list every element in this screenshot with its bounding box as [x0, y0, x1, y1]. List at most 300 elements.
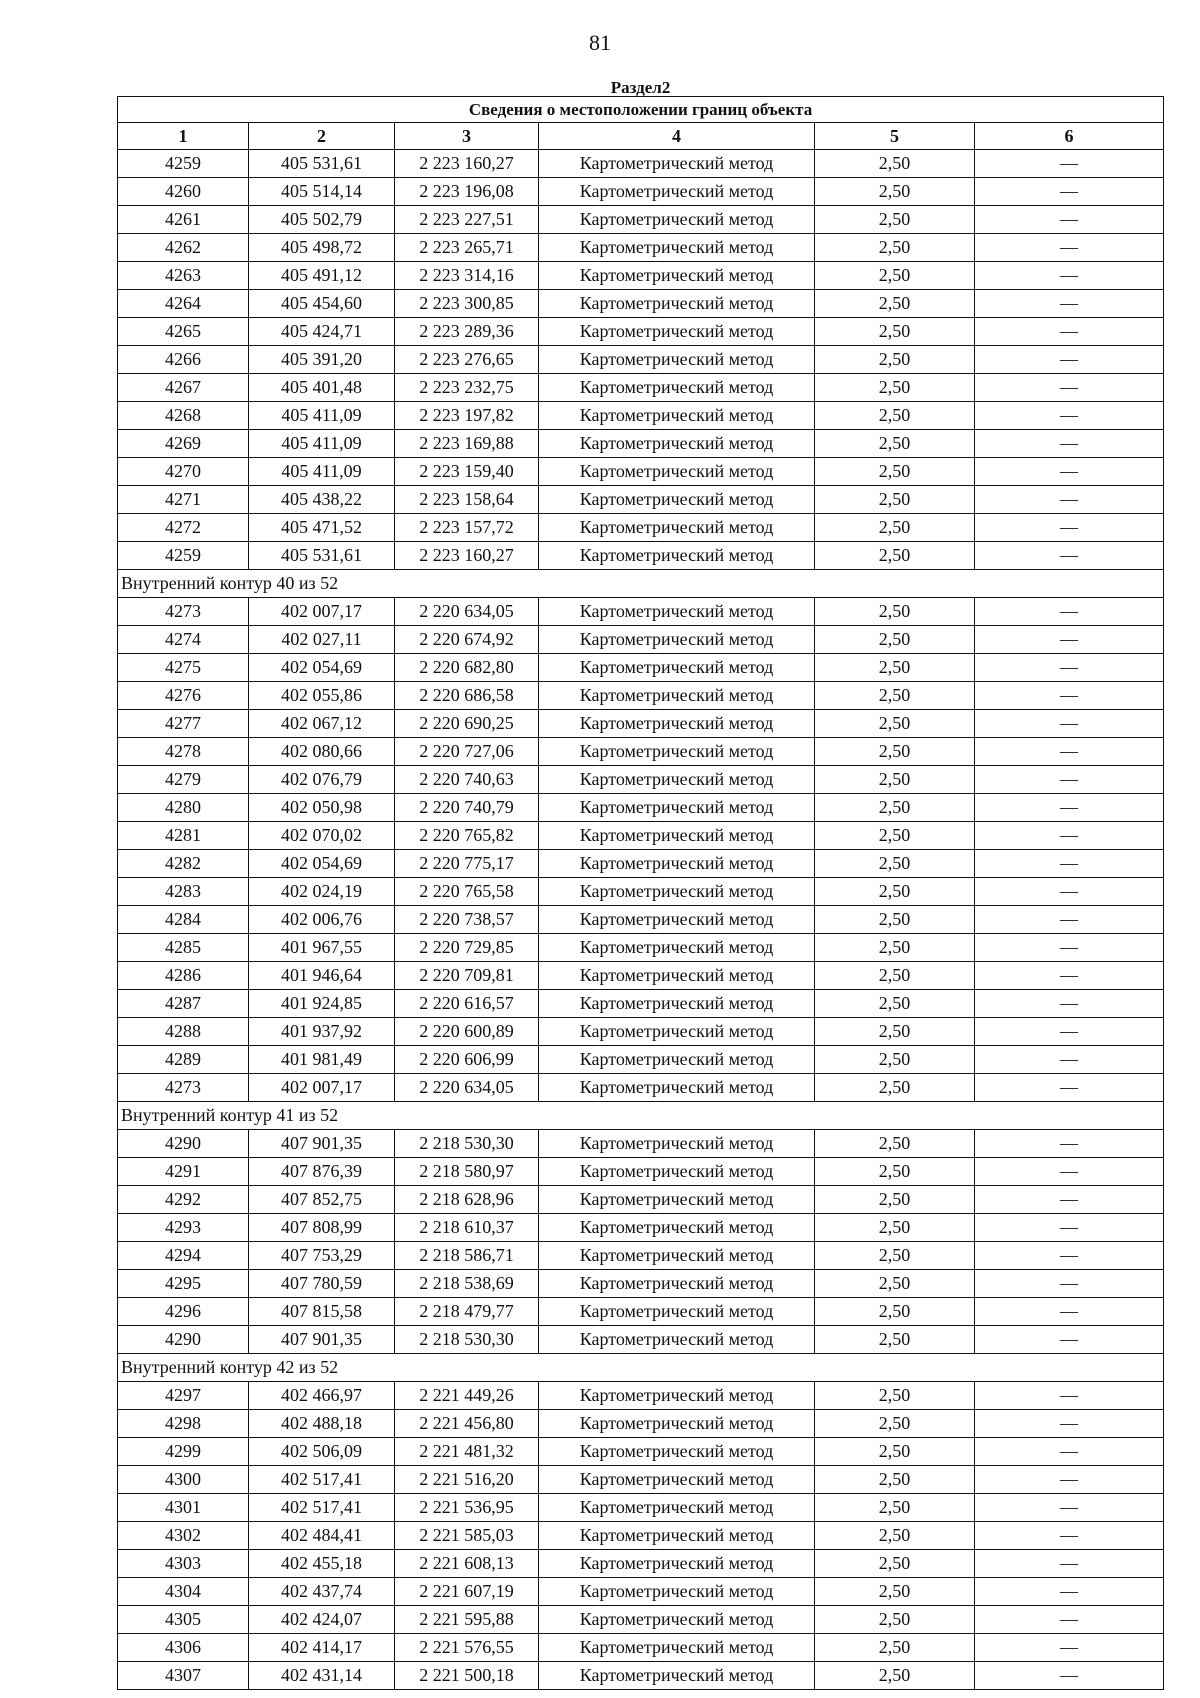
accuracy-cell: 2,50 [815, 234, 975, 262]
x-coordinate-cell: 405 531,61 [249, 150, 395, 178]
point-number-cell: 4273 [118, 1074, 249, 1102]
point-number-cell: 4279 [118, 766, 249, 794]
x-coordinate-cell: 405 454,60 [249, 290, 395, 318]
note-cell: — [975, 1438, 1164, 1466]
method-cell: Картометрический метод [539, 178, 815, 206]
method-cell: Картометрический метод [539, 1466, 815, 1494]
x-coordinate-cell: 402 414,17 [249, 1634, 395, 1662]
note-cell: — [975, 290, 1164, 318]
method-cell: Картометрический метод [539, 906, 815, 934]
method-cell: Картометрический метод [539, 766, 815, 794]
accuracy-cell: 2,50 [815, 402, 975, 430]
method-cell: Картометрический метод [539, 1018, 815, 1046]
method-cell: Картометрический метод [539, 878, 815, 906]
method-cell: Картометрический метод [539, 486, 815, 514]
contour-header-row [118, 1354, 1164, 1382]
x-coordinate-cell: 402 027,11 [249, 626, 395, 654]
table-title-row [118, 97, 1164, 123]
note-cell: — [975, 1634, 1164, 1662]
accuracy-cell: 2,50 [815, 766, 975, 794]
y-coordinate-cell: 2 220 738,57 [395, 906, 539, 934]
method-cell: Картометрический метод [539, 262, 815, 290]
point-number-cell: 4259 [118, 542, 249, 570]
accuracy-cell: 2,50 [815, 1046, 975, 1074]
table-row [118, 906, 1164, 934]
note-cell: — [975, 682, 1164, 710]
method-cell: Картометрический метод [539, 318, 815, 346]
table-row [118, 1410, 1164, 1438]
table-row [118, 766, 1164, 794]
x-coordinate-cell: 402 437,74 [249, 1578, 395, 1606]
column-number: 5 [815, 123, 975, 150]
table-row [118, 1550, 1164, 1578]
method-cell: Картометрический метод [539, 458, 815, 486]
note-cell: — [975, 1382, 1164, 1410]
point-number-cell: 4296 [118, 1298, 249, 1326]
accuracy-cell: 2,50 [815, 598, 975, 626]
method-cell: Картометрический метод [539, 822, 815, 850]
accuracy-cell: 2,50 [815, 1186, 975, 1214]
note-cell: — [975, 1046, 1164, 1074]
table-row [118, 1214, 1164, 1242]
note-cell: — [975, 878, 1164, 906]
y-coordinate-cell: 2 223 157,72 [395, 514, 539, 542]
note-cell: — [975, 1550, 1164, 1578]
point-number-cell: 4284 [118, 906, 249, 934]
column-number: 6 [975, 123, 1164, 150]
table-row [118, 1578, 1164, 1606]
accuracy-cell: 2,50 [815, 150, 975, 178]
y-coordinate-cell: 2 221 481,32 [395, 1438, 539, 1466]
note-cell: — [975, 962, 1164, 990]
note-cell: — [975, 1242, 1164, 1270]
method-cell: Картометрический метод [539, 682, 815, 710]
accuracy-cell: 2,50 [815, 962, 975, 990]
column-number: 2 [249, 123, 395, 150]
point-number-cell: 4293 [118, 1214, 249, 1242]
y-coordinate-cell: 2 218 538,69 [395, 1270, 539, 1298]
y-coordinate-cell: 2 223 289,36 [395, 318, 539, 346]
table-row [118, 878, 1164, 906]
y-coordinate-cell: 2 223 232,75 [395, 374, 539, 402]
point-number-cell: 4305 [118, 1606, 249, 1634]
y-coordinate-cell: 2 218 610,37 [395, 1214, 539, 1242]
section-row [118, 79, 1164, 97]
accuracy-cell: 2,50 [815, 1298, 975, 1326]
accuracy-cell: 2,50 [815, 906, 975, 934]
table-row [118, 1158, 1164, 1186]
method-cell: Картометрический метод [539, 598, 815, 626]
method-cell: Картометрический метод [539, 206, 815, 234]
accuracy-cell: 2,50 [815, 1214, 975, 1242]
table-row [118, 850, 1164, 878]
method-cell: Картометрический метод [539, 1578, 815, 1606]
accuracy-cell: 2,50 [815, 822, 975, 850]
contour-header-row [118, 1102, 1164, 1130]
note-cell: — [975, 262, 1164, 290]
y-coordinate-cell: 2 221 456,80 [395, 1410, 539, 1438]
y-coordinate-cell: 2 220 775,17 [395, 850, 539, 878]
table-row [118, 150, 1164, 178]
x-coordinate-cell: 402 466,97 [249, 1382, 395, 1410]
x-coordinate-cell: 402 076,79 [249, 766, 395, 794]
y-coordinate-cell: 2 220 727,06 [395, 738, 539, 766]
method-cell: Картометрический метод [539, 738, 815, 766]
note-cell: — [975, 1214, 1164, 1242]
method-cell: Картометрический метод [539, 1494, 815, 1522]
point-number-cell: 4260 [118, 178, 249, 206]
point-number-cell: 4290 [118, 1130, 249, 1158]
accuracy-cell: 2,50 [815, 738, 975, 766]
y-coordinate-cell: 2 223 300,85 [395, 290, 539, 318]
table-body [118, 79, 1164, 1690]
accuracy-cell: 2,50 [815, 1158, 975, 1186]
table-row [118, 934, 1164, 962]
point-number-cell: 4270 [118, 458, 249, 486]
x-coordinate-cell: 402 024,19 [249, 878, 395, 906]
x-coordinate-cell: 402 517,41 [249, 1466, 395, 1494]
accuracy-cell: 2,50 [815, 626, 975, 654]
point-number-cell: 4278 [118, 738, 249, 766]
x-coordinate-cell: 405 401,48 [249, 374, 395, 402]
table-row [118, 626, 1164, 654]
point-number-cell: 4261 [118, 206, 249, 234]
note-cell: — [975, 514, 1164, 542]
accuracy-cell: 2,50 [815, 1634, 975, 1662]
point-number-cell: 4263 [118, 262, 249, 290]
y-coordinate-cell: 2 220 765,82 [395, 822, 539, 850]
x-coordinate-cell: 405 438,22 [249, 486, 395, 514]
y-coordinate-cell: 2 218 580,97 [395, 1158, 539, 1186]
note-cell: — [975, 1466, 1164, 1494]
note-cell: — [975, 402, 1164, 430]
table-row [118, 682, 1164, 710]
method-cell: Картометрический метод [539, 794, 815, 822]
contour-label: Внутренний контур 42 из 52 [118, 1354, 1164, 1382]
accuracy-cell: 2,50 [815, 262, 975, 290]
note-cell: — [975, 822, 1164, 850]
method-cell: Картометрический метод [539, 430, 815, 458]
accuracy-cell: 2,50 [815, 514, 975, 542]
x-coordinate-cell: 401 981,49 [249, 1046, 395, 1074]
y-coordinate-cell: 2 221 607,19 [395, 1578, 539, 1606]
table-row [118, 486, 1164, 514]
note-cell: — [975, 766, 1164, 794]
y-coordinate-cell: 2 223 227,51 [395, 206, 539, 234]
table-row [118, 1326, 1164, 1354]
y-coordinate-cell: 2 218 530,30 [395, 1326, 539, 1354]
method-cell: Картометрический метод [539, 1270, 815, 1298]
x-coordinate-cell: 405 424,71 [249, 318, 395, 346]
accuracy-cell: 2,50 [815, 486, 975, 514]
point-number-cell: 4306 [118, 1634, 249, 1662]
y-coordinate-cell: 2 221 536,95 [395, 1494, 539, 1522]
point-number-cell: 4287 [118, 990, 249, 1018]
point-number-cell: 4283 [118, 878, 249, 906]
x-coordinate-cell: 407 780,59 [249, 1270, 395, 1298]
point-number-cell: 4262 [118, 234, 249, 262]
y-coordinate-cell: 2 223 314,16 [395, 262, 539, 290]
point-number-cell: 4289 [118, 1046, 249, 1074]
table-row [118, 374, 1164, 402]
table-row [118, 1438, 1164, 1466]
point-number-cell: 4265 [118, 318, 249, 346]
accuracy-cell: 2,50 [815, 1578, 975, 1606]
method-cell: Картометрический метод [539, 1410, 815, 1438]
y-coordinate-cell: 2 220 616,57 [395, 990, 539, 1018]
contour-header-row [118, 570, 1164, 598]
y-coordinate-cell: 2 220 606,99 [395, 1046, 539, 1074]
method-cell: Картометрический метод [539, 290, 815, 318]
y-coordinate-cell: 2 221 595,88 [395, 1606, 539, 1634]
point-number-cell: 4282 [118, 850, 249, 878]
note-cell: — [975, 654, 1164, 682]
point-number-cell: 4307 [118, 1662, 249, 1690]
accuracy-cell: 2,50 [815, 1550, 975, 1578]
column-number: 4 [539, 123, 815, 150]
x-coordinate-cell: 407 901,35 [249, 1326, 395, 1354]
note-cell: — [975, 1298, 1164, 1326]
note-cell: — [975, 794, 1164, 822]
y-coordinate-cell: 2 223 265,71 [395, 234, 539, 262]
x-coordinate-cell: 401 967,55 [249, 934, 395, 962]
point-number-cell: 4298 [118, 1410, 249, 1438]
accuracy-cell: 2,50 [815, 934, 975, 962]
accuracy-cell: 2,50 [815, 430, 975, 458]
method-cell: Картометрический метод [539, 346, 815, 374]
table-row [118, 738, 1164, 766]
y-coordinate-cell: 2 220 674,92 [395, 626, 539, 654]
y-coordinate-cell: 2 223 276,65 [395, 346, 539, 374]
point-number-cell: 4290 [118, 1326, 249, 1354]
table-row [118, 430, 1164, 458]
x-coordinate-cell: 405 411,09 [249, 402, 395, 430]
table-row [118, 1662, 1164, 1690]
method-cell: Картометрический метод [539, 1382, 815, 1410]
method-cell: Картометрический метод [539, 514, 815, 542]
table-row [118, 1494, 1164, 1522]
accuracy-cell: 2,50 [815, 794, 975, 822]
note-cell: — [975, 738, 1164, 766]
point-number-cell: 4275 [118, 654, 249, 682]
accuracy-cell: 2,50 [815, 374, 975, 402]
point-number-cell: 4292 [118, 1186, 249, 1214]
y-coordinate-cell: 2 223 196,08 [395, 178, 539, 206]
note-cell: — [975, 1158, 1164, 1186]
accuracy-cell: 2,50 [815, 206, 975, 234]
contour-label: Внутренний контур 40 из 52 [118, 570, 1164, 598]
x-coordinate-cell: 402 007,17 [249, 598, 395, 626]
method-cell: Картометрический метод [539, 150, 815, 178]
accuracy-cell: 2,50 [815, 1326, 975, 1354]
y-coordinate-cell: 2 220 690,25 [395, 710, 539, 738]
method-cell: Картометрический метод [539, 1046, 815, 1074]
x-coordinate-cell: 405 514,14 [249, 178, 395, 206]
y-coordinate-cell: 2 218 479,77 [395, 1298, 539, 1326]
point-number-cell: 4280 [118, 794, 249, 822]
method-cell: Картометрический метод [539, 1634, 815, 1662]
point-number-cell: 4268 [118, 402, 249, 430]
x-coordinate-cell: 402 067,12 [249, 710, 395, 738]
note-cell: — [975, 458, 1164, 486]
x-coordinate-cell: 402 506,09 [249, 1438, 395, 1466]
accuracy-cell: 2,50 [815, 458, 975, 486]
y-coordinate-cell: 2 223 159,40 [395, 458, 539, 486]
x-coordinate-cell: 402 055,86 [249, 682, 395, 710]
note-cell: — [975, 486, 1164, 514]
x-coordinate-cell: 407 808,99 [249, 1214, 395, 1242]
x-coordinate-cell: 402 488,18 [249, 1410, 395, 1438]
y-coordinate-cell: 2 221 449,26 [395, 1382, 539, 1410]
point-number-cell: 4277 [118, 710, 249, 738]
method-cell: Картометрический метод [539, 1074, 815, 1102]
y-coordinate-cell: 2 221 585,03 [395, 1522, 539, 1550]
accuracy-cell: 2,50 [815, 654, 975, 682]
page-number: 81 [589, 30, 611, 55]
table-row [118, 1382, 1164, 1410]
coordinates-table [117, 79, 1164, 1690]
table-row [118, 206, 1164, 234]
table-row [118, 542, 1164, 570]
note-cell: — [975, 430, 1164, 458]
table-row [118, 1522, 1164, 1550]
accuracy-cell: 2,50 [815, 850, 975, 878]
x-coordinate-cell: 405 391,20 [249, 346, 395, 374]
y-coordinate-cell: 2 218 628,96 [395, 1186, 539, 1214]
note-cell: — [975, 710, 1164, 738]
table-row [118, 1606, 1164, 1634]
y-coordinate-cell: 2 220 740,79 [395, 794, 539, 822]
x-coordinate-cell: 405 411,09 [249, 430, 395, 458]
method-cell: Картометрический метод [539, 710, 815, 738]
point-number-cell: 4276 [118, 682, 249, 710]
method-cell: Картометрический метод [539, 626, 815, 654]
method-cell: Картометрический метод [539, 1130, 815, 1158]
x-coordinate-cell: 407 753,29 [249, 1242, 395, 1270]
y-coordinate-cell: 2 223 197,82 [395, 402, 539, 430]
x-coordinate-cell: 402 054,69 [249, 654, 395, 682]
x-coordinate-cell: 402 424,07 [249, 1606, 395, 1634]
accuracy-cell: 2,50 [815, 990, 975, 1018]
x-coordinate-cell: 402 080,66 [249, 738, 395, 766]
x-coordinate-cell: 407 815,58 [249, 1298, 395, 1326]
y-coordinate-cell: 2 223 169,88 [395, 430, 539, 458]
method-cell: Картометрический метод [539, 1326, 815, 1354]
note-cell: — [975, 150, 1164, 178]
accuracy-cell: 2,50 [815, 1466, 975, 1494]
note-cell: — [975, 374, 1164, 402]
note-cell: — [975, 206, 1164, 234]
method-cell: Картометрический метод [539, 1214, 815, 1242]
method-cell: Картометрический метод [539, 962, 815, 990]
note-cell: — [975, 1186, 1164, 1214]
accuracy-cell: 2,50 [815, 1270, 975, 1298]
method-cell: Картометрический метод [539, 234, 815, 262]
x-coordinate-cell: 407 876,39 [249, 1158, 395, 1186]
accuracy-cell: 2,50 [815, 1662, 975, 1690]
note-cell: — [975, 990, 1164, 1018]
y-coordinate-cell: 2 223 160,27 [395, 150, 539, 178]
x-coordinate-cell: 405 498,72 [249, 234, 395, 262]
y-coordinate-cell: 2 220 765,58 [395, 878, 539, 906]
x-coordinate-cell: 402 050,98 [249, 794, 395, 822]
note-cell: — [975, 234, 1164, 262]
column-number: 1 [118, 123, 249, 150]
y-coordinate-cell: 2 220 686,58 [395, 682, 539, 710]
note-cell: — [975, 934, 1164, 962]
x-coordinate-cell: 402 431,14 [249, 1662, 395, 1690]
point-number-cell: 4272 [118, 514, 249, 542]
point-number-cell: 4291 [118, 1158, 249, 1186]
point-number-cell: 4281 [118, 822, 249, 850]
x-coordinate-cell: 402 054,69 [249, 850, 395, 878]
y-coordinate-cell: 2 220 634,05 [395, 1074, 539, 1102]
table-row [118, 1046, 1164, 1074]
x-coordinate-cell: 402 455,18 [249, 1550, 395, 1578]
note-cell: — [975, 1130, 1164, 1158]
method-cell: Картометрический метод [539, 374, 815, 402]
point-number-cell: 4285 [118, 934, 249, 962]
note-cell: — [975, 1662, 1164, 1690]
point-number-cell: 4271 [118, 486, 249, 514]
table-row [118, 822, 1164, 850]
table-row [118, 990, 1164, 1018]
table-row [118, 178, 1164, 206]
accuracy-cell: 2,50 [815, 1018, 975, 1046]
x-coordinate-cell: 405 502,79 [249, 206, 395, 234]
note-cell: — [975, 1326, 1164, 1354]
accuracy-cell: 2,50 [815, 1074, 975, 1102]
accuracy-cell: 2,50 [815, 542, 975, 570]
accuracy-cell: 2,50 [815, 290, 975, 318]
accuracy-cell: 2,50 [815, 878, 975, 906]
accuracy-cell: 2,50 [815, 1438, 975, 1466]
method-cell: Картометрический метод [539, 850, 815, 878]
x-coordinate-cell: 402 007,17 [249, 1074, 395, 1102]
x-coordinate-cell: 401 937,92 [249, 1018, 395, 1046]
table-row [118, 962, 1164, 990]
method-cell: Картометрический метод [539, 1662, 815, 1690]
method-cell: Картометрический метод [539, 1606, 815, 1634]
x-coordinate-cell: 405 411,09 [249, 458, 395, 486]
accuracy-cell: 2,50 [815, 710, 975, 738]
accuracy-cell: 2,50 [815, 346, 975, 374]
table-row [118, 1242, 1164, 1270]
table-row [118, 654, 1164, 682]
y-coordinate-cell: 2 223 158,64 [395, 486, 539, 514]
method-cell: Картометрический метод [539, 1158, 815, 1186]
method-cell: Картометрический метод [539, 1522, 815, 1550]
table-row [118, 710, 1164, 738]
method-cell: Картометрический метод [539, 402, 815, 430]
table-row [118, 234, 1164, 262]
x-coordinate-cell: 407 852,75 [249, 1186, 395, 1214]
table-row [118, 598, 1164, 626]
accuracy-cell: 2,50 [815, 1382, 975, 1410]
table-row [118, 1298, 1164, 1326]
note-cell: — [975, 1606, 1164, 1634]
accuracy-cell: 2,50 [815, 1522, 975, 1550]
method-cell: Картометрический метод [539, 1298, 815, 1326]
y-coordinate-cell: 2 220 634,05 [395, 598, 539, 626]
table-row [118, 346, 1164, 374]
method-cell: Картометрический метод [539, 990, 815, 1018]
y-coordinate-cell: 2 220 740,63 [395, 766, 539, 794]
note-cell: — [975, 178, 1164, 206]
note-cell: — [975, 346, 1164, 374]
accuracy-cell: 2,50 [815, 1410, 975, 1438]
point-number-cell: 4267 [118, 374, 249, 402]
